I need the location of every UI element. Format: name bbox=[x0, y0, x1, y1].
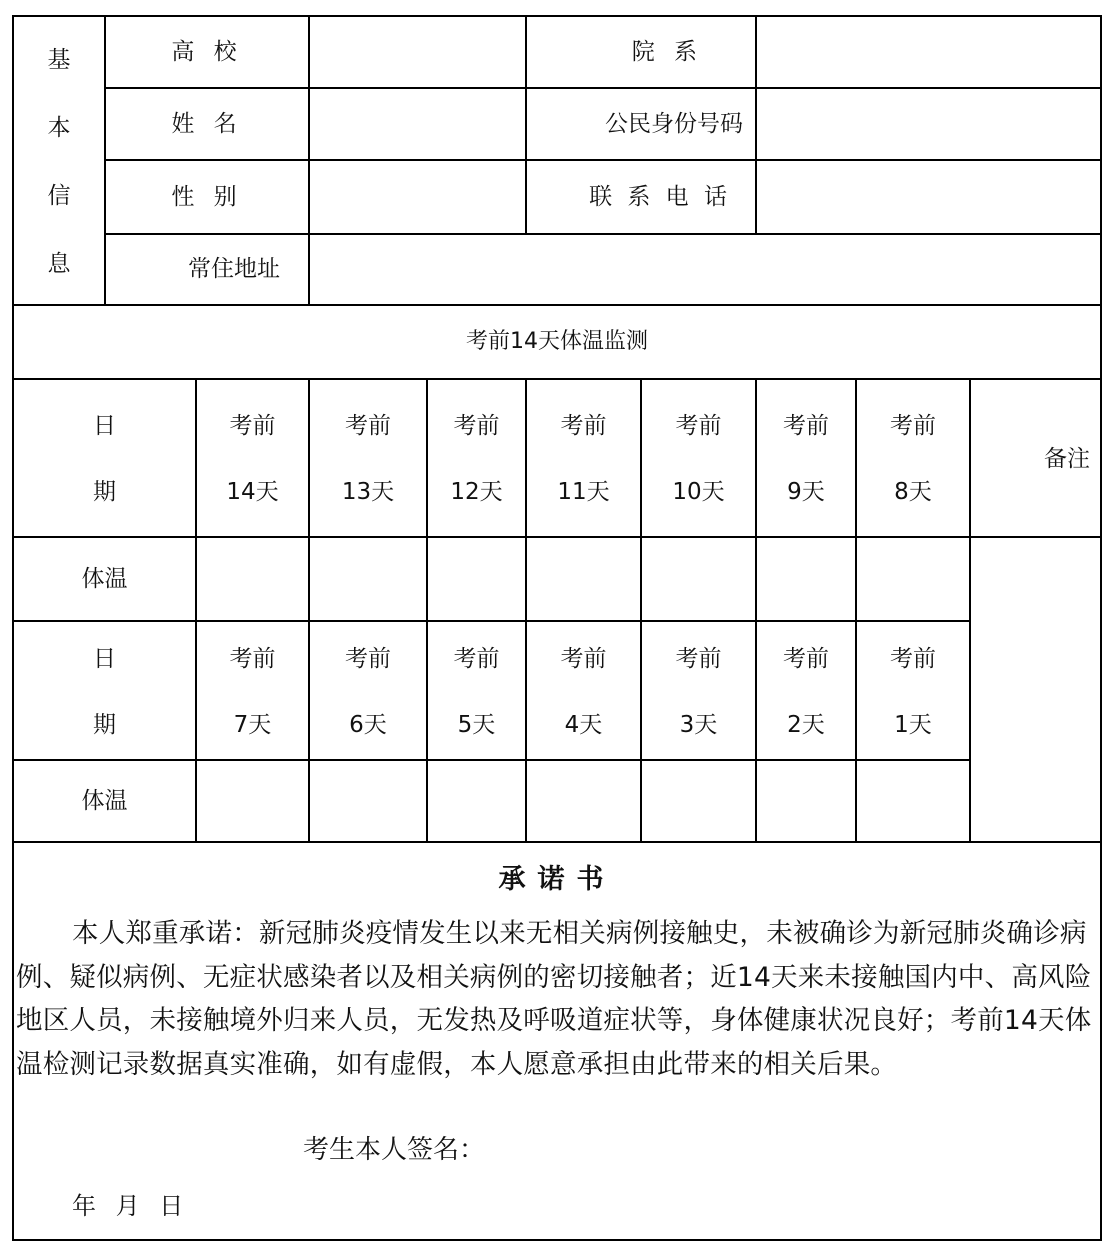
phone-label: 联 系 电 话 bbox=[589, 183, 731, 210]
date-cell: 考前 11天 bbox=[557, 413, 610, 505]
temperature-cell[interactable] bbox=[197, 761, 308, 841]
temperature-cell[interactable] bbox=[642, 761, 755, 841]
date-cell: 考前 4天 bbox=[560, 646, 607, 738]
gender-label: 性 别 bbox=[171, 183, 243, 210]
temperature-label: 体温 bbox=[81, 565, 128, 592]
date-cell: 考前 14天 bbox=[226, 413, 279, 505]
gender-field[interactable] bbox=[310, 161, 525, 233]
temperature-label: 体温 bbox=[81, 787, 128, 814]
date-cell: 考前 2天 bbox=[783, 646, 829, 738]
temperature-cell[interactable] bbox=[857, 538, 969, 620]
date-cell: 考前 6天 bbox=[345, 646, 391, 738]
school-field[interactable] bbox=[310, 17, 525, 87]
pledge-body: 本人郑重承诺：新冠肺炎疫情发生以来无相关病例接触史，未被确诊为新冠肺炎确诊病例、疑似病例、无症状感染者以及相关病例的密切接触者；近14天来未接触国内中、高风险地区人员，未接触境外归来人员，无发热及呼吸道症状等，身体健康状况良好；考前14天体温检测记录数据真实准确，如有虚假，本人愿意承担由此带来的相关后果。 bbox=[16, 918, 1092, 1080]
id-number-field[interactable] bbox=[757, 89, 1100, 159]
temperature-cell[interactable] bbox=[642, 538, 755, 620]
date-cell: 考前 8天 bbox=[890, 413, 936, 505]
temperature-cell[interactable] bbox=[428, 761, 525, 841]
pledge-title: 承诺书 bbox=[498, 864, 616, 895]
section-label-char: 息 bbox=[47, 251, 71, 277]
date-cell: 考前 10天 bbox=[672, 413, 725, 505]
date-cell: 考前 3天 bbox=[675, 646, 722, 738]
signature-date-label: 年 月 日 bbox=[72, 1192, 190, 1220]
monitoring-title: 考前14天体温监测 bbox=[466, 329, 648, 354]
remarks-field[interactable] bbox=[971, 538, 1100, 841]
basic-info-section-label bbox=[14, 26, 104, 298]
section-label-char: 信 bbox=[47, 183, 71, 209]
name-field[interactable] bbox=[310, 89, 525, 159]
section-label-char: 基 bbox=[47, 47, 71, 73]
phone-field[interactable] bbox=[757, 161, 1100, 233]
temperature-cell[interactable] bbox=[310, 538, 426, 620]
section-label-char: 本 bbox=[47, 115, 71, 141]
date-cell: 考前 12天 bbox=[450, 413, 503, 505]
date-cell: 考前 1天 bbox=[890, 646, 936, 738]
date-label: 日 期 bbox=[93, 413, 116, 505]
date-cell: 考前 13天 bbox=[341, 413, 395, 505]
date-cell: 考前 9天 bbox=[783, 413, 829, 505]
temperature-cell[interactable] bbox=[757, 761, 855, 841]
remarks-label: 备注 bbox=[1044, 445, 1090, 472]
temperature-cell[interactable] bbox=[197, 538, 308, 620]
temperature-cell[interactable] bbox=[857, 761, 969, 841]
address-field[interactable] bbox=[310, 235, 1100, 304]
temperature-cell[interactable] bbox=[757, 538, 855, 620]
date-label: 日 期 bbox=[93, 646, 116, 738]
temperature-cell[interactable] bbox=[527, 538, 640, 620]
temperature-cell[interactable] bbox=[527, 761, 640, 841]
department-field[interactable] bbox=[757, 17, 1100, 87]
date-cell: 考前 5天 bbox=[453, 646, 500, 738]
temperature-cell[interactable] bbox=[310, 761, 426, 841]
temperature-cell[interactable] bbox=[428, 538, 525, 620]
department-label: 院 系 bbox=[631, 38, 703, 65]
id-number-label: 公民身份号码 bbox=[605, 110, 743, 137]
name-label: 姓 名 bbox=[171, 110, 243, 137]
school-label: 高 校 bbox=[171, 38, 243, 65]
address-label: 常住地址 bbox=[188, 256, 280, 282]
signature-label: 考生本人签名： bbox=[303, 1135, 486, 1165]
date-cell: 考前 7天 bbox=[229, 646, 276, 738]
